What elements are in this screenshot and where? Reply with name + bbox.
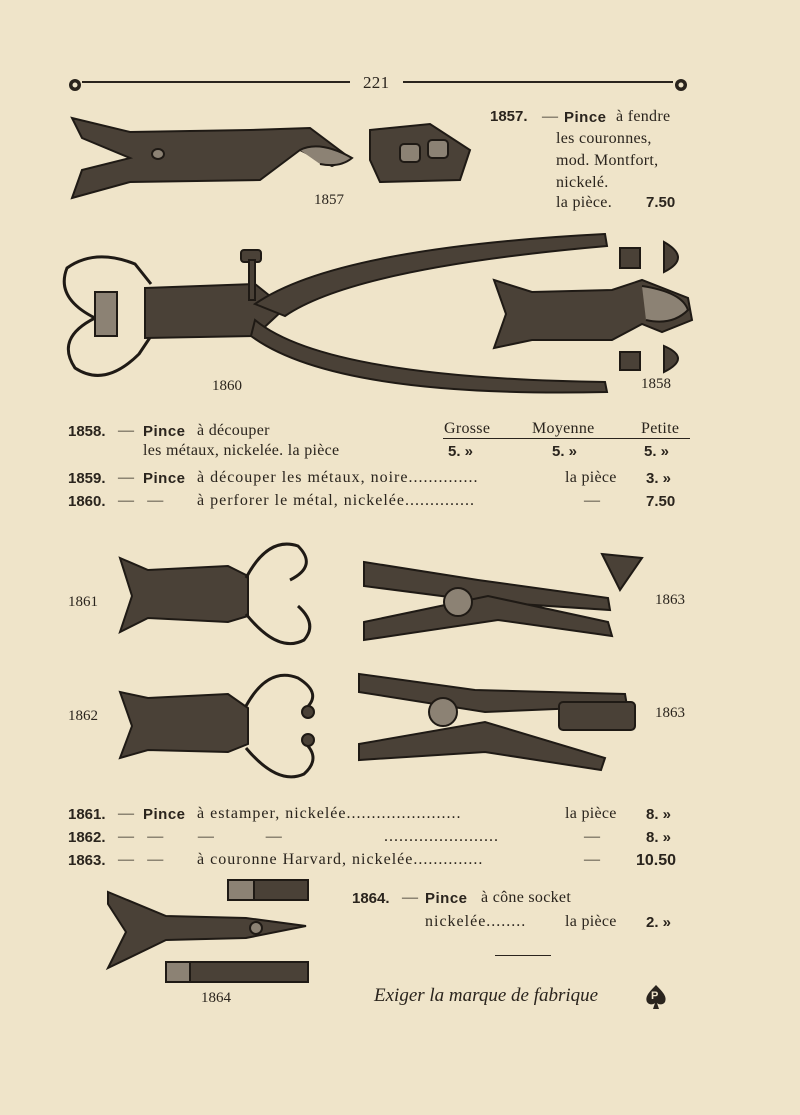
item-desc-line1: à fendre <box>616 108 671 125</box>
item-desc-1864-line2: nickelée........ <box>425 913 527 930</box>
item-number-1858: 1858. <box>68 423 106 440</box>
item-unit-1860: — <box>584 492 601 509</box>
item-number-1863: 1863. <box>68 852 106 869</box>
fig-caption-1863a: 1863 <box>655 592 685 608</box>
fig-caption-1864: 1864 <box>201 990 231 1006</box>
item-dash-1864: — <box>402 889 419 906</box>
item-desc-1858-line1: à découper <box>197 422 270 439</box>
col-header-grosse: Grosse <box>444 420 491 437</box>
item-price-1860: 7.50 <box>646 493 676 510</box>
fig-caption-1862: 1862 <box>68 708 98 724</box>
item-dash-1861: — <box>118 805 135 822</box>
item-desc-1859: à découper les métaux, noire.............. <box>197 469 479 486</box>
fig-caption-1863b: 1863 <box>655 705 685 721</box>
item-price: 7.50 <box>646 194 676 211</box>
item-number-1859: 1859. <box>68 470 106 487</box>
item-desc-line3: mod. Montfort, <box>556 152 659 169</box>
item-desc-1863: à couronne Harvard, nickelée.............. <box>197 851 484 868</box>
item-number: 1857. <box>490 108 528 125</box>
pliers-illustration-1858 <box>492 240 702 380</box>
item-name-1864: Pince <box>425 890 468 907</box>
trademark-text: Exiger la marque de fabrique <box>374 985 599 1006</box>
item-desc-line4: nickelé. <box>556 174 609 191</box>
footer-divider <box>495 955 551 956</box>
price-moyenne: 5. » <box>552 443 578 460</box>
pliers-illustration-1857 <box>70 110 490 220</box>
item-unit-1862: — <box>584 828 601 845</box>
ornament-right-icon <box>674 78 688 92</box>
page-number: 221 <box>363 73 390 92</box>
trademark-letter: P <box>651 990 659 1002</box>
pliers-illustration-1861 <box>118 536 328 656</box>
item-number-1862: 1862. <box>68 829 106 846</box>
col-header-petite: Petite <box>641 420 680 437</box>
header-rule-left <box>82 81 350 83</box>
price-grosse: 5. » <box>448 443 474 460</box>
item-price-1859: 3. » <box>646 470 672 487</box>
item-desc-1864-line1: à cône socket <box>481 889 572 906</box>
item-price-1864: 2. » <box>646 914 672 931</box>
item-desc-1862: ....................... <box>384 828 499 845</box>
pliers-illustration-1864 <box>106 878 316 988</box>
item-number-1864: 1864. <box>352 890 390 907</box>
item-unit-1864: la pièce <box>565 913 617 930</box>
column-rule <box>443 438 690 439</box>
item-dash-1860: — — <box>118 492 164 509</box>
item-name-1861: Pince <box>143 806 186 823</box>
item-name: Pince <box>564 109 607 126</box>
punch-pliers-illustration-1863a <box>358 550 648 650</box>
fig-caption-1858: 1858 <box>641 376 671 392</box>
item-number-1860: 1860. <box>68 493 106 510</box>
fig-caption-1860: 1860 <box>212 378 242 394</box>
item-dash-1859: — <box>118 469 135 486</box>
fig-caption-1861: 1861 <box>68 594 98 610</box>
item-desc-1861: à estamper, nickelée....................... <box>197 805 462 822</box>
item-desc-1860: à perforer le métal, nickelée.............. <box>197 492 475 509</box>
item-unit: la pièce. <box>556 194 612 211</box>
ornament-left-icon <box>68 78 82 92</box>
item-price-1861: 8. » <box>646 806 672 823</box>
item-desc-line2: les couronnes, <box>556 130 652 147</box>
item-dash-1863: — — <box>118 851 164 868</box>
item-unit-1861: la pièce <box>565 805 617 822</box>
item-dash-1858: — <box>118 422 135 439</box>
item-unit-1863: — <box>584 851 601 868</box>
item-dash-1862: — — — — <box>118 828 283 845</box>
item-dash: — <box>542 108 559 125</box>
item-unit-1859: la pièce <box>565 469 617 486</box>
item-name-1859: Pince <box>143 470 186 487</box>
header-rule-right <box>403 81 673 83</box>
item-number-1861: 1861. <box>68 806 106 823</box>
item-price-1863: 10.50 <box>636 852 677 869</box>
item-desc-1858-line2: les métaux, nickelée. la pièce <box>143 442 340 459</box>
item-price-1862: 8. » <box>646 829 672 846</box>
fig-caption-1857: 1857 <box>314 192 344 208</box>
price-petite: 5. » <box>644 443 670 460</box>
col-header-moyenne: Moyenne <box>532 420 595 437</box>
item-name-1858: Pince <box>143 423 186 440</box>
punch-pliers-illustration-1863b <box>355 668 645 778</box>
pliers-illustration-1862 <box>118 668 328 788</box>
